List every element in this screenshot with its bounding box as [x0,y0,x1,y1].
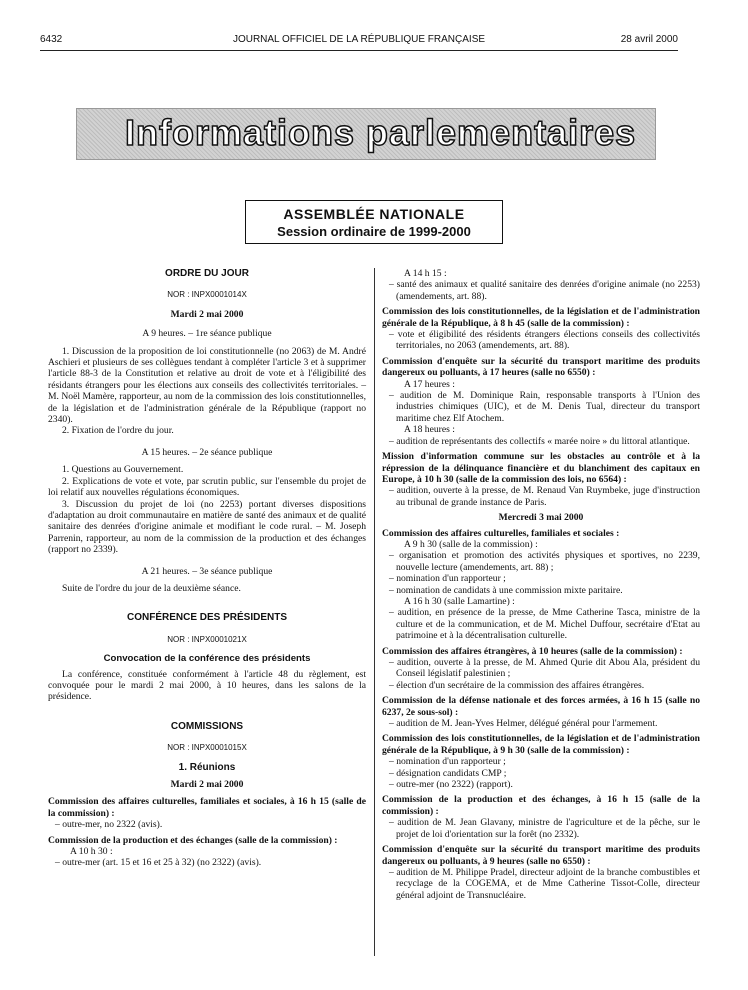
commissions-title: COMMISSIONS [170,720,244,732]
reunions-title: 1. Réunions [178,761,236,773]
commission-time: A 18 heures : [404,424,455,436]
left-column [48,268,366,869]
commission-item: – audition, ouverte à la presse, de M. Renaud Van Ruymbeke, juge d'instruction au tribunal de grande instance de Paris. [389,485,700,508]
commission-time: A 17 heures : [404,378,455,390]
commission-item: – nomination d'un rapporteur ; [389,756,506,768]
assembly-box [245,200,503,244]
commission-item: – outre-mer (art. 15 et 16 et 25 à 32) (no 2322) (avis). [55,857,262,869]
running-header [40,34,678,48]
commission-heading: Commission de la défense nationale et des forces armées, à 16 h 15 (salle no 6237, 2e sous-sol) : [382,695,700,718]
commission-heading: Commission d'enquête sur la sécurité du transport maritime des produits dangereux ou polluants, à 17 heures (salle no 6550) : [382,355,700,379]
sitting-date: Mardi 2 mai 2000 [170,308,244,320]
commission-heading: Commission des lois constitutionnelles, de la législation et de l'administration générale de la République, à 8 h 45 (salle de la commission) : [382,306,700,329]
issue-date: 28 avril 2000 [620,34,678,45]
commission-item: – santé des animaux et qualité sanitaire des denrées d'origine animale (no 2253) (amendements, art. 88). [389,279,700,302]
ordre-du-jour-title: ORDRE DU JOUR [165,268,249,279]
sitting-heading: A 21 heures. – 3e séance publique [141,565,273,577]
right-column [382,268,700,901]
commission-heading: Mission d'information commune sur les obstacles au contrôle et à la répression de la délinquance financière et du blanchiment des capitaux en Europe, à 10 h 30 (salle de la commission des lois, no 6564) : [382,451,700,485]
commission-item: – audition de M. Dominique Rain, responsable transports à l'Union des industries chimiques (UIC), et de M. Denis Tual, directeur du transport maritime chez Elf Atochem. [389,390,700,424]
commission-heading: Commission des lois constitutionnelles, de la législation et de l'administration générale de la République, à 9 h 30 (salle de la commission) : [382,733,700,756]
sitting-heading: A 9 heures. – 1re séance publique [142,328,272,340]
commission-item: – audition de M. Philippe Pradel, directeur adjoint de la branche combustibles et recyclage de la COGEMA, et de Mme Catherine Tissot-Colle, directeur général adjoint de Transnucléaire. [389,866,700,901]
agenda-item: 2. Fixation de l'ordre du jour. [62,425,174,437]
section-banner [76,108,656,160]
commission-time: A 9 h 30 (salle de la commission) : [404,538,538,550]
sitting-heading: A 15 heures. – 2e séance publique [141,446,273,458]
banner-title: Informations parlementaires [125,112,637,153]
column-separator [374,268,375,956]
commission-item: – désignation candidats CMP ; [389,767,507,779]
convocation-text: La conférence, constituée conformément à l'article 48 du règlement, est convoquée pour le mardi 2 mai 2000, à 10 heures, dans les salons de la présidence. [48,668,366,703]
commission-heading: Commission des affaires culturelles, familiales et sociales, à 16 h 15 (salle de la commission) : [48,796,366,819]
agenda-item: 1. Discussion de la proposition de loi constitutionnelle (no 2063) de M. André Aschieri et plusieurs de ses collègues tendant à compléter l'article 3 et à supprimer l'article 88-3 de la Constitution et relative au droit de vote et à l'éligibilité des résidants étrangers pour les élections aux conseils des collectivités territoriales. – M. Noël Mamère, rapporteur, au nom de la commission des lois constitutionnelles, de la législation et de l'administration générale de la République (rapport no 2340). [48,345,366,426]
commission-item: – audition, en présence de la presse, de Mme Catherine Tasca, ministre de la culture et de la communication, et de M. Michel Duffour, secrétaire d'Etat au patrimoine et à la décentralisation culturelle. [389,607,700,642]
commission-item: – audition de M. Jean Glavany, ministre de l'agriculture et de la pêche, sur le projet de loi d'orientation sur la forêt (no 2332). [389,817,700,840]
commission-item: – vote et éligibilité des résidents étrangers élections conseils des collectivités territoriales, no 2063 (amendements, art. 88). [389,329,700,352]
commission-item: – audition de représentants des collectifs « marée noire » du littoral atlantique. [389,435,690,447]
commission-heading: Commission de la production et des échanges (salle de la commission) : [48,834,338,846]
meeting-date: Mardi 2 mai 2000 [170,779,244,790]
agenda-item: 2. Explications de vote et vote, par scrutin public, sur l'ensemble du projet de loi relatif aux nouvelles régulations économiques. [48,475,366,499]
commission-item: – nomination d'un rapporteur ; [389,573,506,585]
header-rule [40,50,678,51]
conference-title: CONFÉRENCE DES PRÉSIDENTS [126,612,288,624]
convocation-title: Convocation de la conférence des présidents [103,653,311,665]
nor-reference: NOR : INPX0001021X [167,634,247,644]
commission-heading: Commission de la production et des échanges, à 16 h 15 (salle de la commission) : [382,794,700,817]
commission-time: A 14 h 15 : [404,268,447,279]
agenda-item: 3. Discussion du projet de loi (no 2253) portant diverses dispositions d'adaptation au droit communautaire en matière de santé des animaux et de qualité sanitaire des denrées d'origine animale et modifiant le code rural. – M. Joseph Parrenin, rapporteur, au nom de la commission de la production et des échanges (rapport no 2339). [48,498,366,556]
commission-heading: Commission d'enquête sur la sécurité du transport maritime des produits dangereux ou polluants, à 9 heures (salle no 6550) : [382,844,700,867]
assembly-session: Session ordinaire de 1999-2000 [277,224,471,239]
commission-item: – élection d'un secrétaire de la commission des affaires étrangères. [389,679,645,691]
meeting-date: Mercredi 3 mai 2000 [498,512,584,524]
page-number: 6432 [40,34,63,45]
commission-item: – audition de M. Jean-Yves Helmer, délégué général pour l'armement. [389,718,658,730]
commission-item: – organisation et promotion des activités physiques et sportives, no 2239, nouvelle lecture (amendements, art. 88) ; [389,550,700,573]
commission-time: A 10 h 30 : [70,846,113,858]
agenda-item: Suite de l'ordre du jour de la deuxième séance. [62,582,241,594]
commission-heading: Commission des affaires étrangères, à 10 heures (salle de la commission) : [382,645,683,657]
agenda-item: 1. Questions au Gouvernement. [62,464,184,476]
commission-item: – audition, ouverte à la presse, de M. Ahmed Qurie dit Abou Ala, président du Conseil législatif palestinien ; [389,657,700,680]
journal-title: JOURNAL OFFICIEL DE LA RÉPUBLIQUE FRANÇAISE [232,34,486,45]
commission-item: – nomination de candidats à une commission mixte paritaire. [389,584,623,596]
commission-item: – outre-mer, no 2322 (avis). [55,819,163,831]
commission-item: – outre-mer (no 2322) (rapport). [389,779,513,791]
nor-reference: NOR : INPX0001014X [167,290,247,300]
commission-heading: Commission des affaires culturelles, familiales et sociales : [382,527,620,539]
nor-reference: NOR : INPX0001015X [167,743,247,753]
commission-time: A 16 h 30 (salle Lamartine) : [404,595,515,607]
assembly-name: ASSEMBLÉE NATIONALE [283,206,465,222]
